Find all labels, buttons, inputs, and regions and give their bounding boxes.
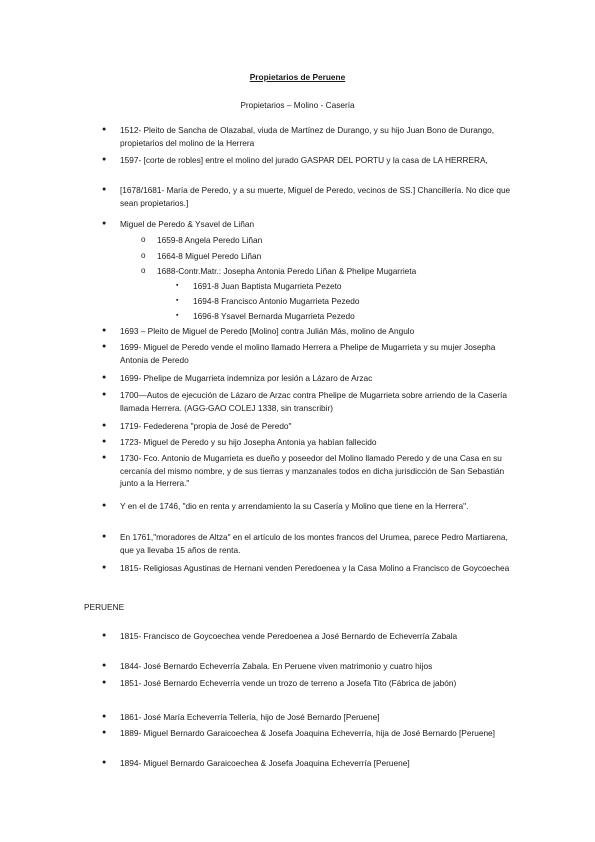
list-item [102,372,520,385]
list-item-text: 1688-Contr.Matr.: Josepha Antonia Peredo Liñan & Phelipe Mugarrieta [157,266,417,276]
bullet-icon: ● [102,502,107,509]
bullet-icon: ● [102,374,107,381]
bullet-icon: ● [102,343,107,350]
list-item-text: 1691-8 Juan Baptista Mugarrieta Pezeto [193,281,342,291]
bullet-icon: ● [102,679,107,686]
bullet-icon: ● [102,533,107,540]
list-item-text: 1844- José Bernardo Echeverría Zabala. En Peruene viven matrimonio y cuatro hijos [120,661,433,671]
list-item-text: 1659-8 Angela Peredo Liñan [157,235,263,245]
bullet-icon: ● [102,422,107,429]
list-item-text: 1700—Autos de ejecución de Lázaro de Arzac contra Phelipe de Mugarrieta sobre arriendo de la Casería llamada Herrera. (AGG-GAO COLEJ 1338, sin transcribir) [120,390,507,413]
list-item-text: 1699- Miguel de Peredo vende el molino llamado Herrera a Phelipe de Mugarrieta y su mujer Josepha Antonia de Peredo [120,342,496,365]
bullet-icon: ● [102,327,107,334]
list-item-text: 1597- [corte de robles] entre el molino del jurado GASPAR DEL PORTU y la casa de LA HERRERA, [120,155,488,165]
list-item-text: Y en el de 1746, "dio en renta y arrendamiento la su Casería y Molino que tiene en la Herrera". [120,501,469,511]
circle-bullet-icon: o [141,251,146,260]
bullet-icon: ● [102,156,107,163]
list-item-text: En 1761,"moradores de Altza" en el artículo de los montes francos del Urumea, parece Pedro Martiarena, que ya llevaba 15 años de renta. [120,532,508,555]
list-item [102,420,520,433]
sub-list-item [141,250,517,263]
list-item [102,630,520,643]
list-item-text: 1693 – Pleito de Miguel de Peredo [Molino] contra Julián Más, molino de Angulo [120,326,415,336]
list-item [102,677,520,690]
sub-sub-list-item [176,280,523,293]
square-bullet-icon: ▪ [176,312,179,319]
bullet-icon: ● [102,729,107,736]
bullet-icon: ● [102,713,107,720]
bullet-icon: ● [102,391,107,398]
list-item [102,124,520,149]
document-subtitle: Propietarios – Molino - Casería [240,100,355,110]
bullet-icon: ● [102,186,107,193]
list-item-text: 1815- Religiosas Agustinas de Hernani venden Peredoenea y la Casa Molino a Francisco de Goycoechea [120,563,510,573]
list-item [102,325,520,338]
circle-bullet-icon: o [141,235,146,244]
list-item-text: 1889- Miguel Bernardo Garaicoechea & Josefa Joaquina Echeverría, hija de José Bernardo [Peruene] [120,728,495,738]
list-item [102,757,520,770]
section-heading: PERUENE [84,602,125,612]
list-item [102,562,520,575]
bullet-icon: ● [102,632,107,639]
list-item [102,436,520,449]
circle-bullet-icon: o [141,266,146,275]
list-item-text: 1664-8 Miguel Peredo Liñan [157,251,262,261]
sub-sub-list-item [176,295,523,308]
list-item [102,341,520,366]
square-bullet-icon: ▪ [176,282,179,289]
document-title: Propietarios de Peruene [249,72,346,82]
list-item [102,218,520,231]
list-item-text: 1730- Fco. Antonio de Mugarrieta es dueño y poseedor del Molino llamado Peredo y de una Casa en su cercanía del mismo nombre, y de sus tierras y manzanales todos en dicha jurisdicción de San Sebastián junto a la Herrera." [120,453,505,488]
bullet-icon: ● [102,126,107,133]
list-item-text: 1851- José Bernardo Echeverría vende un trozo de terreno a Josefa Tito (Fábrica de jabón) [120,678,457,688]
bullet-icon: ● [102,662,107,669]
list-item-text: 1694-8 Francisco Antonio Mugarrieta Pezedo [193,296,360,306]
list-item-text: Miguel de Peredo & Ysavel de Liñan [120,219,255,229]
list-item [102,500,520,513]
list-item-text: 1719- Fedederena "propia de José de Peredo" [120,421,292,431]
list-item [102,452,520,490]
list-item [102,660,520,673]
list-item [102,389,520,414]
list-item-text: [1678/1681- María de Peredo, y a su muerte, Miguel de Peredo, vecinos de SS.] Chancillería. No dice que sean propietarios.] [120,185,511,208]
list-item-text: 1723- Miguel de Peredo y su hijo Josepha Antonia ya habían fallecido [120,437,377,447]
list-item [102,184,520,209]
list-item-text: 1861- José María Echeverría Tellería, hijo de José Bernardo [Peruene] [120,712,380,722]
list-item-text: 1699- Phelipe de Mugarrieta indemniza por lesión a Lázaro de Arzac [120,373,373,383]
list-item [102,727,520,740]
list-item [102,531,520,556]
bullet-icon: ● [102,759,107,766]
bullet-icon: ● [102,438,107,445]
list-item-text: 1815- Francisco de Goycoechea vende Peredoenea a José Bernardo de Echeverría Zabala [120,631,458,641]
square-bullet-icon: ▪ [176,297,179,304]
list-item-text: 1696-8 Ysavel Bernarda Mugarrieta Pezedo [193,311,355,321]
bullet-icon: ● [102,564,107,571]
list-item [102,711,520,724]
list-item [102,154,520,167]
bullet-icon: ● [102,454,107,461]
list-item-text: 1512- Pleito de Sancha de Olazabal, viuda de Martínez de Durango, y su hijo Juan Bono de Durango, propietarios del molino de la Herrera [120,125,495,148]
list-item-text: 1894- Miguel Bernardo Garaicoechea & Josefa Joaquina Echeverría [Peruene] [120,758,410,768]
bullet-icon: ● [102,220,107,227]
sub-list-item [141,234,517,247]
sub-list-item [141,265,517,278]
sub-sub-list-item [176,310,523,323]
